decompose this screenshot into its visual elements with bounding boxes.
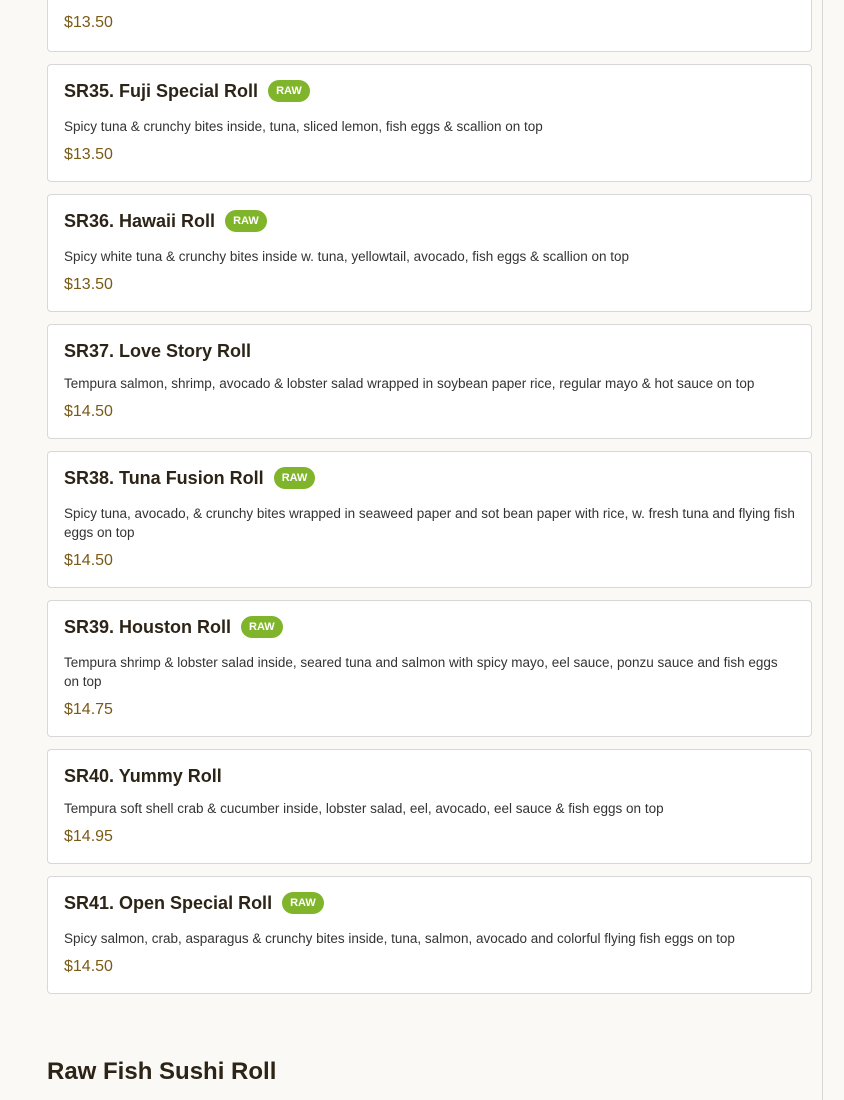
item-title-row bbox=[64, 893, 795, 913]
raw-badge: RAW bbox=[268, 80, 310, 102]
menu-item-card[interactable] bbox=[47, 324, 812, 439]
item-description: Tempura salmon, shrimp, avocado & lobster salad wrapped in soybean paper rice, regular mayo & hot sauce on top bbox=[64, 376, 755, 391]
item-price: $13.50 bbox=[64, 14, 113, 31]
item-title-row bbox=[64, 211, 795, 231]
menu-item-card[interactable] bbox=[47, 876, 812, 994]
item-price: $14.75 bbox=[64, 701, 113, 718]
item-price: $13.50 bbox=[64, 276, 113, 293]
item-title: SR37. Love Story Roll bbox=[64, 340, 252, 361]
item-price: $14.50 bbox=[64, 958, 113, 975]
item-title-row bbox=[64, 81, 795, 101]
raw-badge: RAW bbox=[225, 210, 267, 232]
menu-item-card[interactable] bbox=[47, 194, 812, 312]
item-price: $14.50 bbox=[64, 552, 113, 569]
item-price: $14.95 bbox=[64, 828, 113, 845]
item-title-row bbox=[64, 766, 795, 786]
item-title-row bbox=[64, 341, 795, 361]
item-description: Spicy salmon, crab, asparagus & crunchy bites inside, tuna, salmon, avocado and colorful flying fish eggs on top bbox=[64, 931, 735, 946]
item-title-row bbox=[64, 617, 795, 637]
menu-item-card[interactable] bbox=[47, 600, 812, 737]
item-title: SR39. Houston Roll bbox=[64, 616, 232, 637]
item-description: Tempura soft shell crab & cucumber inside, lobster salad, eel, avocado, eel sauce & fish eggs on top bbox=[64, 801, 664, 816]
menu-item-card[interactable] bbox=[47, 451, 812, 588]
page-divider bbox=[822, 0, 823, 1100]
item-price: $14.50 bbox=[64, 403, 113, 420]
raw-badge: RAW bbox=[282, 892, 324, 914]
menu-item-card[interactable] bbox=[47, 749, 812, 864]
item-description: Spicy tuna, avocado, & crunchy bites wrapped in seaweed paper and sot bean paper with rice, w. fresh tuna and flying fish eggs on top bbox=[64, 506, 795, 540]
item-description: Spicy tuna & crunchy bites inside, tuna, sliced lemon, fish eggs & scallion on top bbox=[64, 119, 543, 134]
item-title: SR41. Open Special Roll bbox=[64, 892, 273, 913]
item-description: Tempura shrimp & lobster salad inside, seared tuna and salmon with spicy mayo, eel sauce, ponzu sauce and fish eggs on top bbox=[64, 655, 778, 689]
item-title: SR35. Fuji Special Roll bbox=[64, 80, 259, 101]
item-description: Spicy white tuna & crunchy bites inside w. tuna, yellowtail, avocado, fish eggs & scallion on top bbox=[64, 249, 630, 264]
menu-item-card[interactable] bbox=[47, 64, 812, 182]
raw-badge: RAW bbox=[241, 616, 283, 638]
raw-badge: RAW bbox=[274, 467, 316, 489]
item-title: SR40. Yummy Roll bbox=[64, 765, 222, 786]
section-heading: Raw Fish Sushi Roll bbox=[47, 1058, 277, 1085]
menu-item-list bbox=[47, 0, 812, 994]
menu-item-card-partial[interactable] bbox=[47, 0, 812, 52]
item-title: SR38. Tuna Fusion Roll bbox=[64, 467, 264, 488]
item-title: SR36. Hawaii Roll bbox=[64, 210, 216, 231]
item-title-row bbox=[64, 468, 795, 488]
item-price: $13.50 bbox=[64, 146, 113, 163]
